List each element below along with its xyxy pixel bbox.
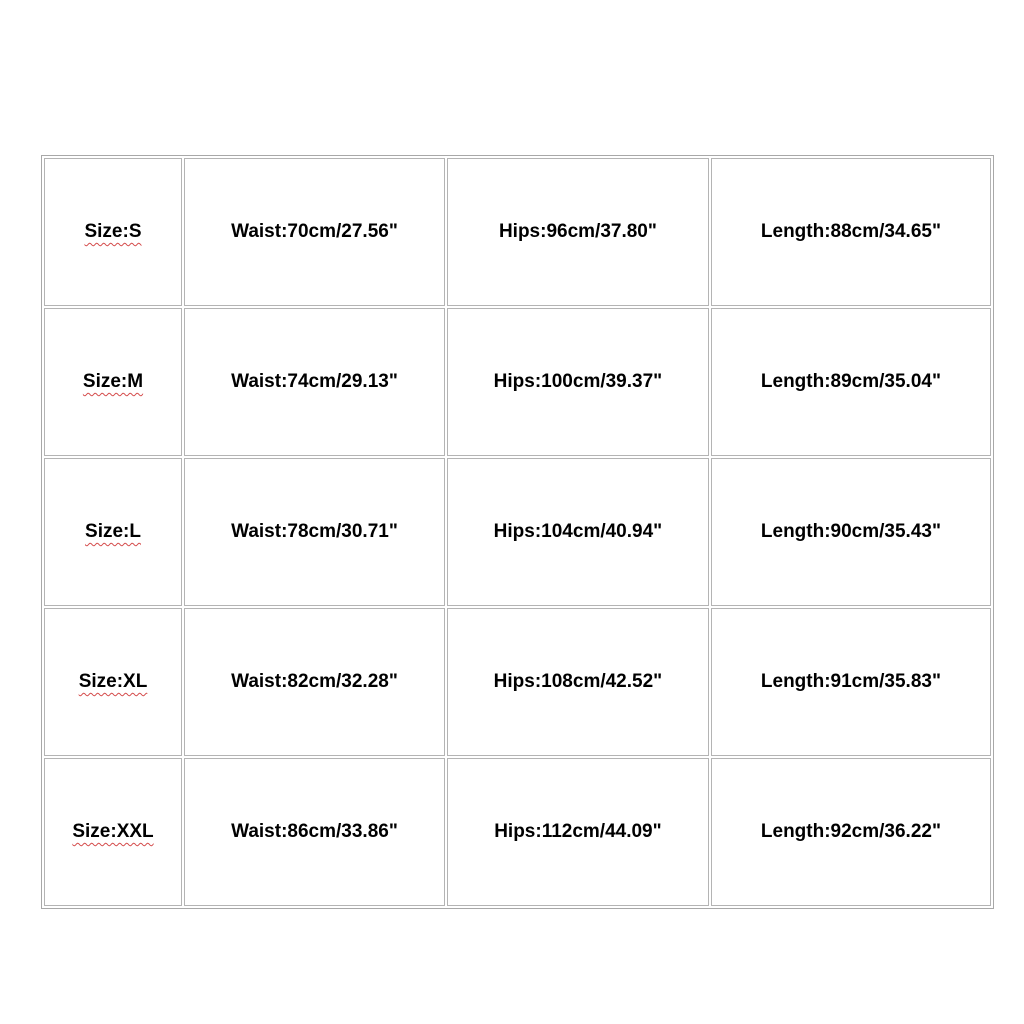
- table-row: [44, 158, 991, 306]
- hips-cell: Hips:108cm/42.52": [447, 608, 709, 756]
- size-label: Size:XXL: [72, 821, 154, 842]
- hips-cell: Hips:100cm/39.37": [447, 308, 709, 456]
- size-chart-table: [41, 155, 994, 909]
- hips-cell: Hips:104cm/40.94": [447, 458, 709, 606]
- waist-cell: Waist:86cm/33.86": [184, 758, 445, 906]
- table-row: [44, 458, 991, 606]
- size-cell: [44, 158, 182, 306]
- length-cell: Length:90cm/35.43": [711, 458, 991, 606]
- size-cell: [44, 458, 182, 606]
- size-label: Size:M: [82, 371, 144, 392]
- length-cell: Length:91cm/35.83": [711, 608, 991, 756]
- size-label: Size:S: [84, 221, 142, 242]
- size-cell: [44, 308, 182, 456]
- length-cell: Length:88cm/34.65": [711, 158, 991, 306]
- waist-cell: Waist:82cm/32.28": [184, 608, 445, 756]
- hips-cell: Hips:96cm/37.80": [447, 158, 709, 306]
- size-label: Size:XL: [78, 671, 148, 692]
- hips-cell: Hips:112cm/44.09": [447, 758, 709, 906]
- waist-cell: Waist:78cm/30.71": [184, 458, 445, 606]
- table-row: [44, 758, 991, 906]
- size-cell: [44, 608, 182, 756]
- table-row: [44, 608, 991, 756]
- length-cell: Length:89cm/35.04": [711, 308, 991, 456]
- table-row: [44, 308, 991, 456]
- length-cell: Length:92cm/36.22": [711, 758, 991, 906]
- size-label: Size:L: [85, 521, 141, 542]
- size-cell: [44, 758, 182, 906]
- waist-cell: Waist:70cm/27.56": [184, 158, 445, 306]
- waist-cell: Waist:74cm/29.13": [184, 308, 445, 456]
